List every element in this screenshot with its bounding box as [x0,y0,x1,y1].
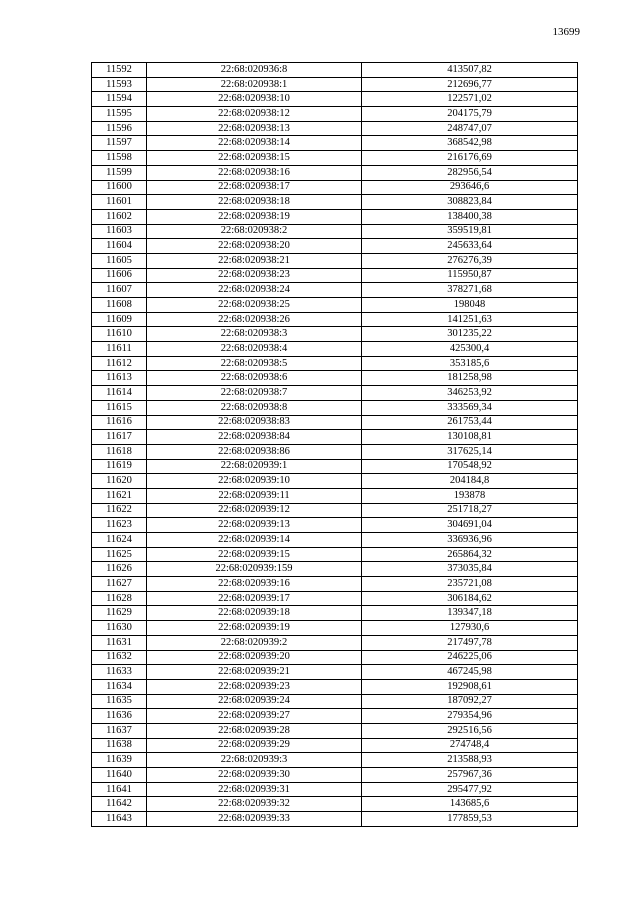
cadastral-number-cell: 22:68:020938:23 [147,268,362,283]
row-number-cell: 11615 [92,400,147,415]
table-row [92,606,578,621]
row-number-cell: 11641 [92,782,147,797]
table-row [92,723,578,738]
cadastral-value-cell: 282956,54 [362,165,578,180]
cadastral-number-cell: 22:68:020938:13 [147,121,362,136]
cadastral-value-cell: 248747,07 [362,121,578,136]
table-row [92,621,578,636]
cadastral-number-cell: 22:68:020938:8 [147,400,362,415]
cadastral-value-cell: 139347,18 [362,606,578,621]
cadastral-value-cell: 336936,96 [362,533,578,548]
cadastral-number-cell: 22:68:020938:26 [147,312,362,327]
table-row [92,591,578,606]
table-row [92,63,578,78]
cadastral-number-cell: 22:68:020939:3 [147,753,362,768]
table-row [92,797,578,812]
cadastral-value-cell: 413507,82 [362,63,578,78]
cadastral-value-cell: 217497,78 [362,635,578,650]
row-number-cell: 11592 [92,63,147,78]
row-number-cell: 11609 [92,312,147,327]
cadastral-value-cell: 193878 [362,488,578,503]
cadastral-value-cell: 261753,44 [362,415,578,430]
row-number-cell: 11632 [92,650,147,665]
page-number: 13699 [552,26,580,38]
table-row [92,239,578,254]
table-row [92,151,578,166]
cadastral-value-cell: 274748,4 [362,738,578,753]
row-number-cell: 11598 [92,151,147,166]
row-number-cell: 11599 [92,165,147,180]
cadastral-number-cell: 22:68:020939:17 [147,591,362,606]
table-row [92,679,578,694]
cadastral-value-cell: 359519,81 [362,224,578,239]
table-row [92,180,578,195]
row-number-cell: 11605 [92,253,147,268]
row-number-cell: 11610 [92,327,147,342]
cadastral-number-cell: 22:68:020939:13 [147,518,362,533]
table-row [92,488,578,503]
table-row [92,253,578,268]
row-number-cell: 11638 [92,738,147,753]
row-number-cell: 11603 [92,224,147,239]
table-row [92,768,578,783]
table-row [92,812,578,827]
cadastral-number-cell: 22:68:020939:32 [147,797,362,812]
cadastral-number-cell: 22:68:020939:30 [147,768,362,783]
cadastral-value-cell: 346253,92 [362,386,578,401]
cadastral-value-cell: 246225,06 [362,650,578,665]
cadastral-number-cell: 22:68:020938:1 [147,77,362,92]
table-row [92,709,578,724]
table-row [92,342,578,357]
row-number-cell: 11631 [92,635,147,650]
row-number-cell: 11625 [92,547,147,562]
cadastral-value-cell: 251718,27 [362,503,578,518]
row-number-cell: 11633 [92,665,147,680]
cadastral-number-cell: 22:68:020939:28 [147,723,362,738]
row-number-cell: 11623 [92,518,147,533]
row-number-cell: 11593 [92,77,147,92]
table-row [92,474,578,489]
row-number-cell: 11624 [92,533,147,548]
table-row [92,738,578,753]
table-row [92,577,578,592]
cadastral-value-cell: 213588,93 [362,753,578,768]
row-number-cell: 11619 [92,459,147,474]
row-number-cell: 11601 [92,195,147,210]
cadastral-number-cell: 22:68:020939:1 [147,459,362,474]
cadastral-value-cell: 212696,77 [362,77,578,92]
row-number-cell: 11639 [92,753,147,768]
table-row [92,312,578,327]
cadastral-number-cell: 22:68:020939:159 [147,562,362,577]
cadastral-value-cell: 301235,22 [362,327,578,342]
cadastral-value-cell: 187092,27 [362,694,578,709]
table-row [92,665,578,680]
table-row [92,694,578,709]
row-number-cell: 11596 [92,121,147,136]
cadastral-number-cell: 22:68:020939:11 [147,488,362,503]
cadastral-number-cell: 22:68:020938:16 [147,165,362,180]
cadastral-number-cell: 22:68:020939:21 [147,665,362,680]
row-number-cell: 11621 [92,488,147,503]
cadastral-number-cell: 22:68:020939:2 [147,635,362,650]
table-row [92,415,578,430]
table-body [92,63,578,827]
table-row [92,209,578,224]
row-number-cell: 11597 [92,136,147,151]
cadastral-number-cell: 22:68:020938:14 [147,136,362,151]
cadastral-value-cell: 170548,92 [362,459,578,474]
cadastral-value-cell: 235721,08 [362,577,578,592]
cadastral-value-cell: 295477,92 [362,782,578,797]
cadastral-number-cell: 22:68:020938:10 [147,92,362,107]
table-row [92,371,578,386]
cadastral-value-cell: 467245,98 [362,665,578,680]
cadastral-value-cell: 368542,98 [362,136,578,151]
cadastral-value-cell: 317625,14 [362,444,578,459]
row-number-cell: 11618 [92,444,147,459]
cadastral-value-cell: 304691,04 [362,518,578,533]
table-row [92,136,578,151]
cadastral-number-cell: 22:68:020939:29 [147,738,362,753]
table-row [92,165,578,180]
cadastral-number-cell: 22:68:020939:23 [147,679,362,694]
cadastral-value-cell: 353185,6 [362,356,578,371]
cadastral-value-cell: 204184,8 [362,474,578,489]
cadastral-number-cell: 22:68:020938:18 [147,195,362,210]
cadastral-number-cell: 22:68:020938:21 [147,253,362,268]
table-row [92,518,578,533]
table-row [92,298,578,313]
row-number-cell: 11604 [92,239,147,254]
table-row [92,547,578,562]
table-row [92,224,578,239]
cadastral-number-cell: 22:68:020938:24 [147,283,362,298]
table-row [92,400,578,415]
row-number-cell: 11628 [92,591,147,606]
table-row [92,283,578,298]
cadastral-number-cell: 22:68:020938:3 [147,327,362,342]
cadastral-value-cell: 306184,62 [362,591,578,606]
row-number-cell: 11630 [92,621,147,636]
row-number-cell: 11634 [92,679,147,694]
row-number-cell: 11620 [92,474,147,489]
table-row [92,650,578,665]
row-number-cell: 11606 [92,268,147,283]
cadastral-number-cell: 22:68:020938:20 [147,239,362,254]
cadastral-number-cell: 22:68:020939:19 [147,621,362,636]
cadastral-number-cell: 22:68:020939:27 [147,709,362,724]
table-row [92,77,578,92]
row-number-cell: 11635 [92,694,147,709]
cadastral-number-cell: 22:68:020939:24 [147,694,362,709]
cadastral-number-cell: 22:68:020938:83 [147,415,362,430]
cadastral-value-cell: 216176,69 [362,151,578,166]
row-number-cell: 11612 [92,356,147,371]
cadastral-number-cell: 22:68:020938:7 [147,386,362,401]
row-number-cell: 11607 [92,283,147,298]
cadastral-number-cell: 22:68:020938:25 [147,298,362,313]
row-number-cell: 11642 [92,797,147,812]
cadastral-number-cell: 22:68:020938:84 [147,430,362,445]
table-row [92,459,578,474]
cadastral-number-cell: 22:68:020939:20 [147,650,362,665]
cadastral-number-cell: 22:68:020938:4 [147,342,362,357]
cadastral-value-cell: 138400,38 [362,209,578,224]
cadastral-value-cell: 257967,36 [362,768,578,783]
cadastral-value-cell: 115950,87 [362,268,578,283]
table-row [92,268,578,283]
cadastral-value-cell: 141251,63 [362,312,578,327]
cadastral-value-cell: 378271,68 [362,283,578,298]
cadastral-value-table [91,62,578,827]
table-row [92,121,578,136]
cadastral-number-cell: 22:68:020938:5 [147,356,362,371]
row-number-cell: 11594 [92,92,147,107]
cadastral-number-cell: 22:68:020938:6 [147,371,362,386]
row-number-cell: 11626 [92,562,147,577]
cadastral-value-cell: 198048 [362,298,578,313]
cadastral-value-cell: 143685,6 [362,797,578,812]
cadastral-number-cell: 22:68:020936:8 [147,63,362,78]
table-row [92,533,578,548]
cadastral-value-cell: 333569,34 [362,400,578,415]
cadastral-value-cell: 204175,79 [362,107,578,122]
row-number-cell: 11640 [92,768,147,783]
table-row [92,195,578,210]
cadastral-number-cell: 22:68:020938:17 [147,180,362,195]
table-row [92,386,578,401]
cadastral-value-cell: 293646,6 [362,180,578,195]
table-row [92,92,578,107]
cadastral-value-cell: 265864,32 [362,547,578,562]
row-number-cell: 11608 [92,298,147,313]
table-row [92,107,578,122]
table-row [92,562,578,577]
cadastral-number-cell: 22:68:020938:15 [147,151,362,166]
row-number-cell: 11629 [92,606,147,621]
cadastral-number-cell: 22:68:020938:19 [147,209,362,224]
table-row [92,356,578,371]
cadastral-value-cell: 373035,84 [362,562,578,577]
cadastral-value-cell: 279354,96 [362,709,578,724]
cadastral-number-cell: 22:68:020939:14 [147,533,362,548]
cadastral-value-cell: 425300,4 [362,342,578,357]
cadastral-value-cell: 292516,56 [362,723,578,738]
row-number-cell: 11595 [92,107,147,122]
cadastral-value-cell: 122571,02 [362,92,578,107]
row-number-cell: 11627 [92,577,147,592]
cadastral-value-cell: 245633,64 [362,239,578,254]
row-number-cell: 11637 [92,723,147,738]
cadastral-number-cell: 22:68:020939:10 [147,474,362,489]
row-number-cell: 11622 [92,503,147,518]
cadastral-value-cell: 177859,53 [362,812,578,827]
cadastral-number-cell: 22:68:020938:2 [147,224,362,239]
table-row [92,444,578,459]
table-row [92,753,578,768]
table-row [92,782,578,797]
row-number-cell: 11611 [92,342,147,357]
cadastral-value-cell: 192908,61 [362,679,578,694]
cadastral-value-cell: 130108,81 [362,430,578,445]
table-row [92,430,578,445]
cadastral-number-cell: 22:68:020939:31 [147,782,362,797]
row-number-cell: 11643 [92,812,147,827]
row-number-cell: 11617 [92,430,147,445]
cadastral-value-cell: 127930,6 [362,621,578,636]
cadastral-number-cell: 22:68:020938:12 [147,107,362,122]
row-number-cell: 11614 [92,386,147,401]
cadastral-value-cell: 276276,39 [362,253,578,268]
table-row [92,503,578,518]
row-number-cell: 11613 [92,371,147,386]
cadastral-number-cell: 22:68:020939:12 [147,503,362,518]
table-row [92,327,578,342]
cadastral-number-cell: 22:68:020939:18 [147,606,362,621]
cadastral-number-cell: 22:68:020938:86 [147,444,362,459]
row-number-cell: 11616 [92,415,147,430]
table-row [92,635,578,650]
cadastral-number-cell: 22:68:020939:16 [147,577,362,592]
row-number-cell: 11602 [92,209,147,224]
cadastral-value-cell: 181258,98 [362,371,578,386]
cadastral-number-cell: 22:68:020939:15 [147,547,362,562]
cadastral-number-cell: 22:68:020939:33 [147,812,362,827]
cadastral-value-cell: 308823,84 [362,195,578,210]
row-number-cell: 11636 [92,709,147,724]
row-number-cell: 11600 [92,180,147,195]
